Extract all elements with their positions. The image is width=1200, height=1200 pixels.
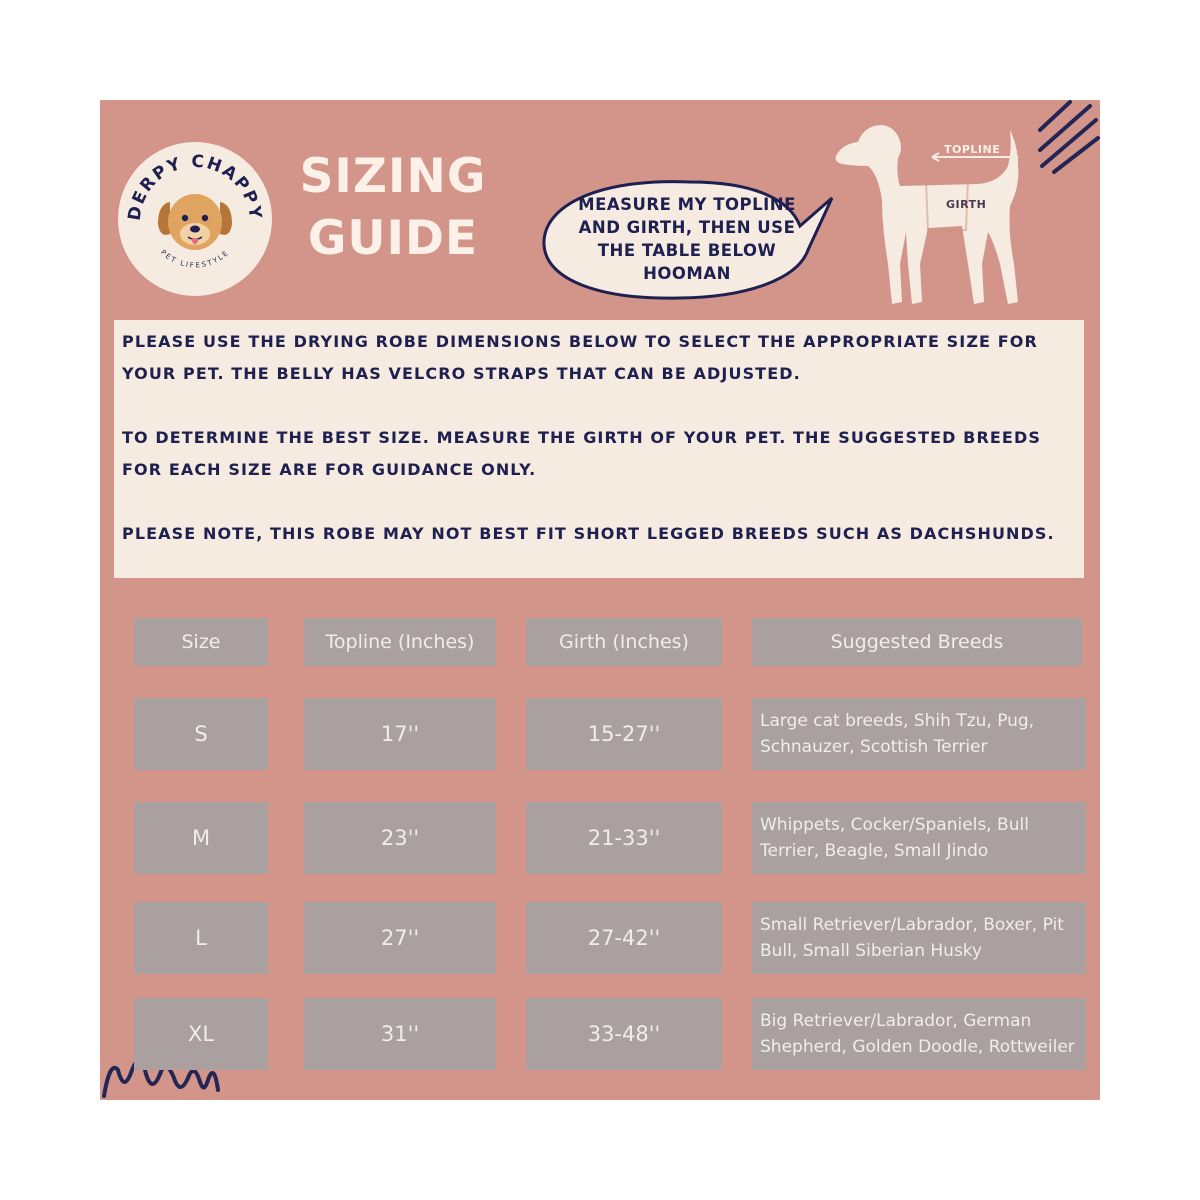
row-s-topline: 17'' xyxy=(304,698,496,770)
row-s-size: S xyxy=(134,698,268,770)
header-girth: Girth (Inches) xyxy=(526,618,722,666)
bubble-line-2: AND GIRTH, THEN USE xyxy=(578,218,796,237)
notice-paragraph-2: TO DETERMINE THE BEST SIZE. MEASURE THE GIRTH OF YOUR PET. THE SUGGESTED BREEDS FOR EACH SIZE ARE FOR GUIDANCE ONLY. xyxy=(122,428,1041,479)
header-topline: Topline (Inches) xyxy=(304,618,496,666)
row-xl-topline: 31'' xyxy=(304,998,496,1070)
girth-label: GIRTH xyxy=(946,198,987,211)
brand-name: DERPY CHAPPY xyxy=(124,151,266,222)
row-xl-size: XL xyxy=(134,998,268,1070)
row-l-topline: 27'' xyxy=(304,902,496,974)
page-title xyxy=(288,146,498,270)
row-s-breeds: Large cat breeds, Shih Tzu, Pug, Schnauzer, Scottish Terrier xyxy=(752,698,1086,770)
dog-silhouette-icon xyxy=(828,114,1048,314)
brand-logo xyxy=(118,142,272,296)
row-m-topline: 23'' xyxy=(304,802,496,874)
svg-text:PET LIFESTYLE xyxy=(159,248,231,269)
bubble-line-3: THE TABLE BELOW xyxy=(597,241,777,260)
title-line-1: SIZING xyxy=(299,149,487,204)
header-size: Size xyxy=(134,618,268,666)
title-line-2: GUIDE xyxy=(307,211,479,266)
topline-label: TOPLINE xyxy=(944,143,1001,156)
scribble-decoration-icon xyxy=(1030,100,1100,190)
row-l-size: L xyxy=(134,902,268,974)
notice-paragraph-3: PLEASE NOTE, THIS ROBE MAY NOT BEST FIT SHORT LEGGED BREEDS SUCH AS DACHSHUNDS. xyxy=(122,524,1055,543)
row-m-girth: 21-33'' xyxy=(526,802,722,874)
sizing-guide-card xyxy=(100,100,1100,1100)
row-xl-girth: 33-48'' xyxy=(526,998,722,1070)
row-l-girth: 27-42'' xyxy=(526,902,722,974)
dog-face-icon xyxy=(158,194,232,250)
bubble-line-1: MEASURE MY TOPLINE xyxy=(578,195,796,214)
row-xl-breeds: Big Retriever/Labrador, German Shepherd, Golden Doodle, Rottweiler xyxy=(752,998,1086,1070)
speech-bubble-text xyxy=(562,193,812,285)
row-m-size: M xyxy=(134,802,268,874)
notice-box xyxy=(114,320,1084,578)
row-m-breeds: Whippets, Cocker/Spaniels, Bull Terrier, Beagle, Small Jindo xyxy=(752,802,1086,874)
header-suggested-breeds: Suggested Breeds xyxy=(752,618,1082,666)
notice-paragraph-1: PLEASE USE THE DRYING ROBE DIMENSIONS BELOW TO SELECT THE APPROPRIATE SIZE FOR YOUR PET. THE BELLY HAS VELCRO STRAPS THAT CAN BE ADJUSTED. xyxy=(122,332,1038,383)
row-s-girth: 15-27'' xyxy=(526,698,722,770)
brand-tagline: PET LIFESTYLE xyxy=(158,248,232,270)
row-l-breeds: Small Retriever/Labrador, Boxer, Pit Bull, Small Siberian Husky xyxy=(752,902,1086,974)
bubble-line-4: HOOMAN xyxy=(643,264,731,283)
